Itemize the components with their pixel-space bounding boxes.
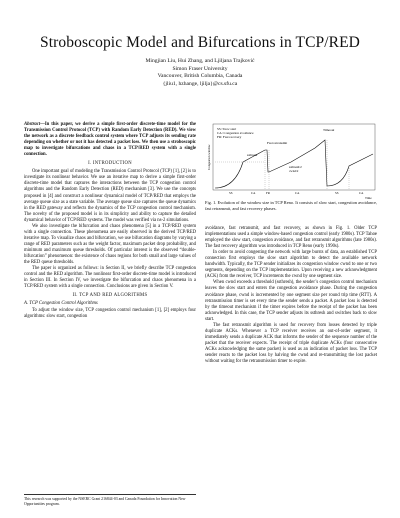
paragraph: The paper is organized as follows: in Section II, we briefly describe TCP congestion control and the RED algorithm. The nonlinear first-order discrete-time model is introduced in Section III. In Section IV, we investigate the bifurcation and chaos phenomena in a TCP/RED system with a single connection. Conclusions are given in Section V. <box>24 266 196 290</box>
left-column <box>24 122 196 320</box>
figure-phase-label: CA <box>251 191 256 195</box>
paragraph: In order to avoid congesting the network with large bursts of data, an established TCP connection first employs the slow start algorithm to detect the available network bandwidth. Typically, the TCP sender initializes its congestion window cwnd to one or two segments, depending on the TCP implementation. Upon receiving a new acknowledgment (ACK) from the receiver, TCP increments the cwnd by one segment size. <box>205 250 377 280</box>
figure-timeout-label: Timeout <box>323 128 335 132</box>
paragraph: When cwnd exceeds a threshold (ssthresh), the sender’s congestion control mechanism leaves the slow start and enters the congestion avoidance phase. During the congestion avoidance phase, cwnd is incremented by one segment size per round trip time (RTT). A retransmission timer is set every time the sender sends a packet. A packet loss is detected by the timeout mechanism if the timer expires before the receipt of the packet has been acknowledged. In this case, the TCP sender adjusts its ssthresh and switches back to slow start. <box>205 280 377 322</box>
figure-xlabel: Time <box>365 196 372 200</box>
figure-phase-label: CA <box>359 191 364 195</box>
paper-title: Stroboscopic Model and Bifurcations in TCP/RED <box>40 34 360 51</box>
figure-caption: Fig. 1. Evolution of the window size in TCP Reno. It consists of slow start, congestion avoidance, fast retransmit, and fast recovery phases. <box>205 200 377 211</box>
footnote: This research was supported by the NSERC Grant 216844-03 and Canada Foundation for Innovation New Opportunities program. <box>24 494 196 507</box>
subsection-heading: A. TCP Congestion Control Algorithms <box>24 301 98 307</box>
figure-ssthresh-label: ssthresh <box>247 153 258 157</box>
emails: {jliu1, hzhange, ljilja}@cs.sfu.ca <box>162 80 238 87</box>
paragraph: One important goal of modeling the Transmission Control Protocol (TCP) [1], [2] is to investigate its nonlinear behavior. We use an iterative map to derive a simple first-order discrete-time model that captures the interactions between the TCP congestion control algorithms and the Random Early Detection (RED) mechanism [3]. We use the concepts proposed in [4] and construct a nonlinear dynamical model of TCP/RED that employs the average queue size as a state variable. The average queue size captures the queue dynamics in the RED gateway and reflects the dynamics of the TCP congestion control mechanism. The novelty of the proposed model is in its simplicity and ability to capture the detailed dynamical behavior of TCP/RED systems. The model was verified via ns-2 simulations. <box>24 169 196 223</box>
abstract <box>24 122 196 158</box>
paragraph: We also investigate the bifurcation and chaos phenomena [5] in a TCP/RED system with a single connection. These phenomena are easily observed in the derived TCP/RED iterative map. To visualize chaos and bifurcation, we use bifurcation diagrams by varying a range of RED parameters such as the weight factor, maximum packet drop probability, and minimum and maximum queue thresholds. Of particular interest is the observed “double-bifurcation” phenomenon: the existence of chaos regions for both small and large values of the RED queue thresholds. <box>24 223 196 266</box>
figure-fast-retransmit-label: Fast retransmit <box>267 141 288 145</box>
figure-phase-label: SS <box>335 191 339 195</box>
figure-ylabel: Congestion window <box>207 144 211 170</box>
author-block <box>0 58 400 88</box>
right-column <box>205 226 377 365</box>
paragraph: To adjust the window size, TCP congestion control mechanism [1], [2] employs four algorithms: slow start, congestion <box>24 308 196 320</box>
figure-cwnd-label: cwnd/2 <box>289 169 299 173</box>
figure-window-curve <box>215 140 373 188</box>
affiliation: Simon Fraser University <box>172 65 228 72</box>
abstract-text: —In this paper, we derive a simple first-order discrete-time model for the Transmission Control Protocol (TCP) with Random Early Detection (RED). We view the network as a discrete feedback control system where TCP adjusts its sending rate depending on whether or not it has detected a packet loss. We then use a stroboscopic map to investigate bifurcations and chaos in a TCP/RED system with a single connection. <box>24 122 196 158</box>
figure-phase-label: FR <box>266 191 270 195</box>
figure-legend-ca: CA: Congestion avoidance <box>217 131 254 135</box>
figure-phase-label: CA <box>295 191 300 195</box>
figure-phase-label: SS <box>229 191 233 195</box>
paragraph: avoidance, fast retransmit, and fast recovery, as shown in Fig. 1. Older TCP implementations used a simple window-based congestion control (early 1980s). TCP Tahoe employed the slow start, congestion avoidance, and fast retransmit algorithms (late 1980s). The fast recovery algorithm was introduced in TCP Reno (early 1990s). <box>205 226 377 250</box>
figure-legend-ss: SS: Slow start <box>217 127 237 131</box>
address: Vancouver, British Columbia, Canada <box>157 73 243 80</box>
section-heading-tcp-red: II. TCP AND RED ALGORITHMS <box>72 293 148 299</box>
figure-window-evolution <box>205 122 377 200</box>
authors: Mingjian Liu, Hui Zhang, and Ljiljana Trajković <box>145 58 255 64</box>
figure-legend-fr: FR: Fast recovery <box>217 135 242 139</box>
figure-ssthresh-half-label: ssthresh/2 <box>289 165 302 169</box>
abstract-label: Abstract <box>24 122 41 127</box>
section-heading-introduction: I. INTRODUCTION <box>88 161 132 167</box>
paragraph: The fast retransmit algorithm is used for recovery from losses detected by triple duplicate ACKs. Whenever a TCP receiver receives an out-of-order segment, it immediately sends a duplicate ACK that informs the sender of the sequence number of the packet that the receiver expects. The receipt of triple duplicate ACKs (four consecutive ACKs acknowledging the same packet) is used as an indication of packet loss. The TCP sender reacts to the packet loss by halving the cwnd and re-transmitting the lost packet without waiting for the retransmission timer to expire. <box>205 322 377 365</box>
